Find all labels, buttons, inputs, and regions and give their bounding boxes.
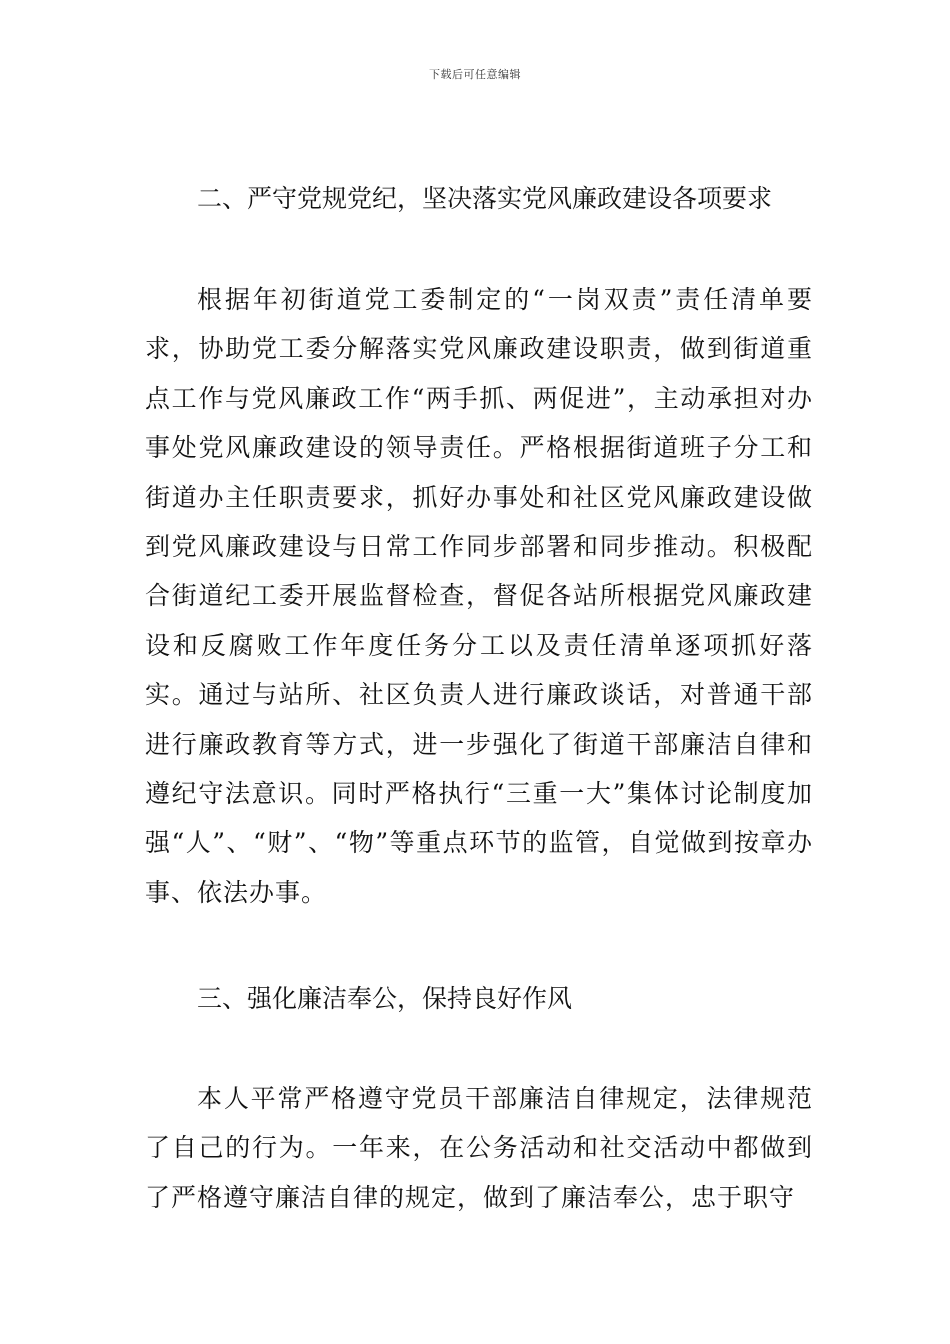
section-3-heading: 三、强化廉洁奉公，保持良好作风 (197, 984, 573, 1013)
page-header-note: 下载后可任意编辑 (429, 68, 521, 81)
section-2-heading: 二、严守党规党纪，坚决落实党风廉政建设各项要求 (197, 184, 773, 213)
section-2-paragraph: 根据年初街道党工委制定的“一岗双责”责任清单要求，协助党工委分解落实党风廉政建设职责，做到街道重点工作与党风廉政工作“两手抓、两促进”，主动承担对办事处党风廉政建设的领导责任。严格根据街道班子分工和街道办主任职责要求，抓好办事处和社区党风廉政建设做到党风廉政建设与日常工作同步部署和同步推动。积极配合街道纪工委开展监督检查，督促各站所根据党风廉政建设和反腐败工作年度任务分工以及责任清单逐项抓好落实。通过与站所、社区负责人进行廉政谈话，对普通干部进行廉政教育等方式，进一步强化了街道干部廉洁自律和遵纪守法意识。同时严格执行“三重一大”集体讨论制度加强“人”、“财”、“物”等重点环节的监管，自觉做到按章办事、依法办事。 (145, 285, 813, 907)
section-3-paragraph: 本人平常严格遵守党员干部廉洁自律规定，法律规范了自己的行为。一年来，在公务活动和社交活动中都做到了严格遵守廉洁自律的规定，做到了廉洁奉公，忠于职守 (145, 1084, 813, 1212)
